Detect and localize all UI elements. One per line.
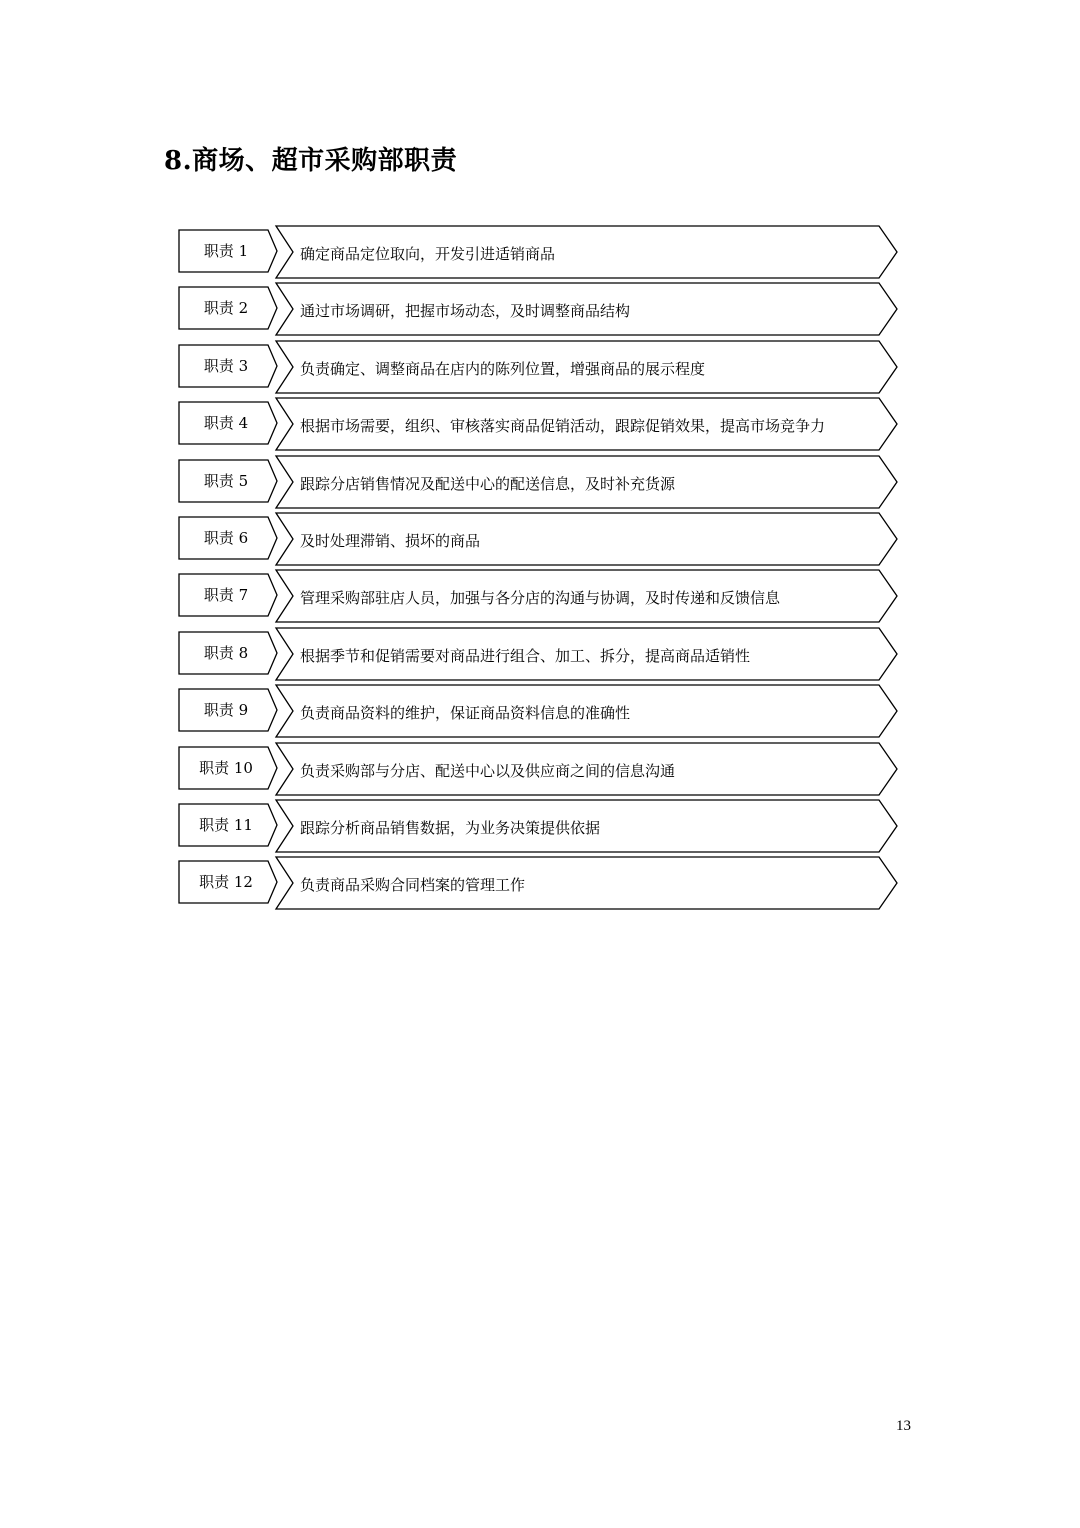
duty-text: 根据季节和促销需要对商品进行组合、加工、拆分，提高商品适销性 (300, 647, 751, 665)
duty-label: 职责 4 (203, 414, 249, 432)
page-title: 8.商场、超市采购部职责 (164, 146, 458, 176)
duty-row (178, 454, 900, 510)
duty-row (178, 626, 900, 682)
duty-row (178, 855, 900, 911)
duty-text: 管理采购部驻店人员，加强与各分店的沟通与协调，及时传递和反馈信息 (300, 589, 781, 607)
duty-text: 负责商品采购合同档案的管理工作 (300, 876, 526, 894)
duty-label: 职责 11 (199, 816, 253, 834)
duty-row (178, 798, 900, 854)
duty-label: 职责 5 (203, 472, 249, 490)
duty-row (178, 568, 900, 624)
duty-row (178, 511, 900, 567)
duty-row (178, 741, 900, 797)
duty-text: 负责确定、调整商品在店内的陈列位置，增强商品的展示程度 (300, 360, 706, 378)
duty-text: 通过市场调研，把握市场动态，及时调整商品结构 (300, 302, 631, 320)
duty-shapes (178, 511, 900, 567)
duty-row (178, 339, 900, 395)
duty-label: 职责 6 (203, 529, 249, 547)
duty-text: 负责商品资料的维护，保证商品资料信息的准确性 (300, 704, 631, 722)
duty-row (178, 683, 900, 739)
duty-label: 职责 3 (203, 357, 249, 375)
duty-text: 跟踪分析商品销售数据，为业务决策提供依据 (300, 819, 601, 837)
duty-label: 职责 2 (203, 299, 249, 317)
duty-row (178, 281, 900, 337)
duty-text: 根据市场需要，组织、审核落实商品促销活动，跟踪促销效果，提高市场竞争力 (300, 417, 826, 435)
duty-text: 负责采购部与分店、配送中心以及供应商之间的信息沟通 (300, 762, 676, 780)
duty-row (178, 396, 900, 452)
duty-label: 职责 12 (199, 873, 253, 891)
duty-text: 及时处理滞销、损坏的商品 (300, 532, 481, 550)
duty-text: 跟踪分店销售情况及配送中心的配送信息，及时补充货源 (300, 475, 676, 493)
duty-text: 确定商品定位取向，开发引进适销商品 (300, 245, 556, 263)
duty-row (178, 224, 900, 280)
duty-label: 职责 9 (203, 701, 249, 719)
duty-label: 职责 1 (203, 242, 249, 260)
duty-label: 职责 10 (199, 759, 253, 777)
duty-label: 职责 7 (203, 586, 249, 604)
duty-shapes (178, 855, 900, 911)
page-number: 13 (896, 1418, 911, 1434)
duty-label: 职责 8 (203, 644, 249, 662)
